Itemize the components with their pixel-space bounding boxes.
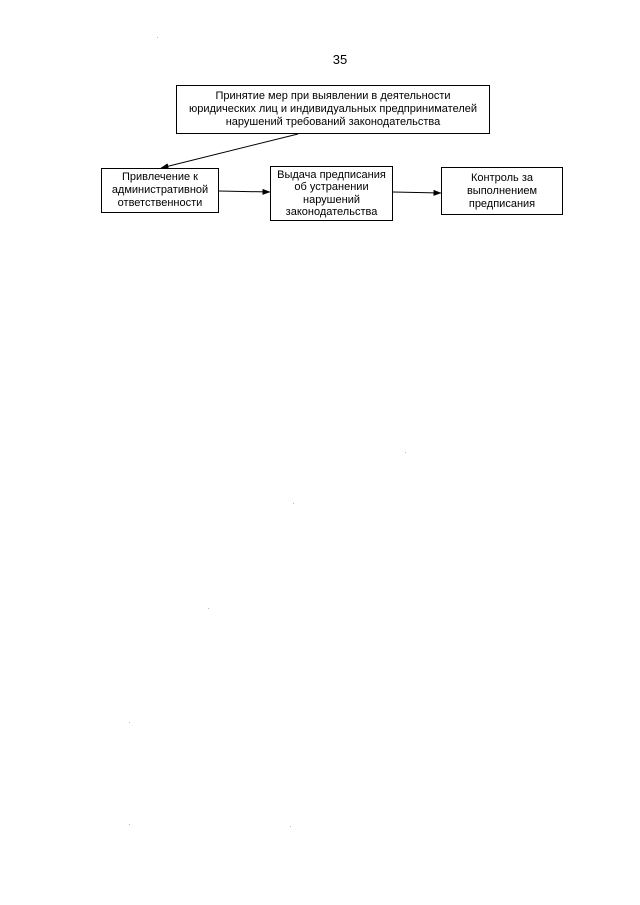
arrow-order-to-control xyxy=(393,192,441,193)
scan-speck xyxy=(157,37,158,38)
node-order-control-label: Контроль за выполнением предписания xyxy=(466,171,538,210)
node-administrative-liability-label: Привлечение к административной ответственности xyxy=(111,171,209,209)
node-measures-on-violations-label: Принятие мер при выявлении в деятельности юридических лиц и индивидуальных предпринимателей нарушений требований законодательства xyxy=(188,90,478,128)
scan-speck xyxy=(293,503,294,504)
node-measures-on-violations xyxy=(176,85,490,134)
node-issue-order xyxy=(270,166,393,221)
node-order-control xyxy=(441,167,563,215)
node-administrative-liability xyxy=(101,168,219,213)
scan-speck xyxy=(129,824,130,825)
arrow-admin-to-order xyxy=(219,191,270,192)
scan-speck xyxy=(129,722,130,723)
scan-speck xyxy=(290,826,291,827)
page-number: 35 xyxy=(332,52,348,67)
scan-speck xyxy=(208,608,209,609)
scan-speck xyxy=(405,452,406,453)
arrow-top-to-admin xyxy=(161,134,298,168)
node-issue-order-label: Выдача предписания об устранении нарушений законодательства xyxy=(277,168,386,218)
